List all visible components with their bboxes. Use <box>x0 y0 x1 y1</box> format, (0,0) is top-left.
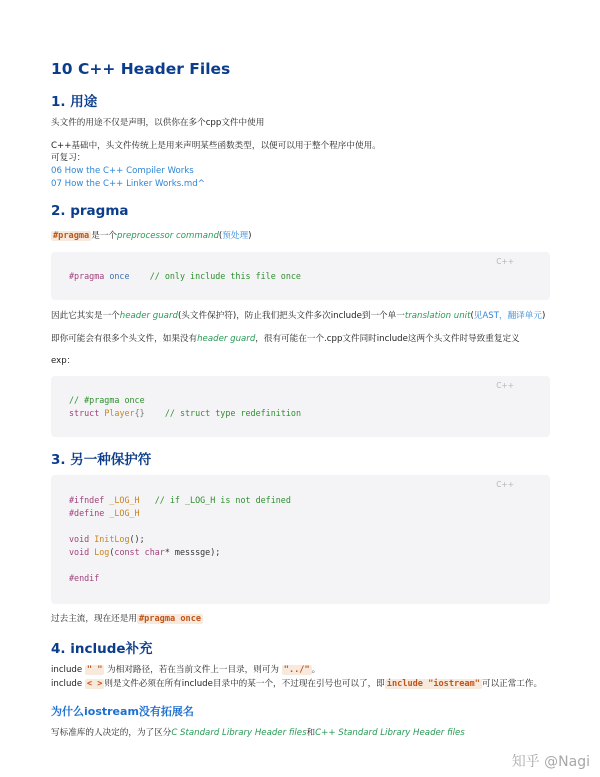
paragraph: 可复习： <box>51 153 86 163</box>
code-token: #define <box>69 508 105 518</box>
code-token: const <box>114 547 140 557</box>
paragraph <box>51 333 520 346</box>
paragraph <box>51 230 251 243</box>
link-compiler-works[interactable]: 06 How the C++ Compiler Works <box>51 166 194 176</box>
code-language-label: C++ <box>496 381 514 390</box>
section-heading-guard: 3. 另一种保护符 <box>51 452 152 468</box>
code-token: (); <box>129 534 145 544</box>
code-token: struct <box>69 408 100 418</box>
code-lines <box>69 394 301 420</box>
code-comment: // if _LOG_H is not defined <box>154 495 291 505</box>
paragraph <box>51 310 545 323</box>
text: ) <box>248 231 252 241</box>
text: 为相对路径，若在当前文件上一目录，则可为 <box>107 665 280 675</box>
code-token: void <box>69 547 90 557</box>
code-token: ( <box>109 547 115 557</box>
inline-code: " " <box>86 665 103 675</box>
inline-code: "../" <box>283 665 310 675</box>
section-heading-include: 4. include补充 <box>51 641 153 657</box>
text: 过去主流，现在还是用 <box>51 614 137 624</box>
text: ) <box>541 311 546 321</box>
text: ( <box>470 311 474 321</box>
italic-term: translation unit <box>404 311 471 321</box>
inline-code: < > <box>86 679 103 689</box>
code-lines <box>69 270 301 283</box>
italic-term: header guard <box>119 311 178 321</box>
text: 写标准库的人决定的，为了区分 <box>51 728 172 738</box>
link-linker-works[interactable]: 07 How the C++ Linker Works.md^ <box>51 179 205 189</box>
text: include <box>51 679 83 689</box>
paragraph: 头文件的用途不仅是声明，以供你在多个cpp文件中使用 <box>51 118 265 128</box>
text: (头文件保护符)，防止我们把头文件多次include到一个单一 <box>177 311 405 321</box>
italic-term: preprocessor command <box>117 231 219 241</box>
italic-term: C++ Standard Library Header files <box>315 728 465 738</box>
text: include <box>51 665 83 675</box>
inline-code: #pragma <box>53 231 90 241</box>
code-language-label: C++ <box>496 257 514 266</box>
code-token: Player <box>104 408 135 418</box>
code-token: * messsge); <box>164 547 221 557</box>
text: 因此它其实是一个 <box>51 311 120 321</box>
page-title: 10 C++ Header Files <box>51 60 231 78</box>
text: 可以正常工作。 <box>481 679 543 689</box>
text: ，很有可能在一个.cpp文件同时include这两个头文件时导致重复定义 <box>255 334 520 344</box>
code-token: void <box>69 534 90 544</box>
code-block <box>51 475 550 604</box>
code-token: once <box>109 271 130 281</box>
paragraph <box>51 678 542 691</box>
inline-code: include "iostream" <box>386 679 480 689</box>
code-token: InitLog <box>94 534 130 544</box>
italic-term: C Standard Library Header files <box>171 728 307 738</box>
paragraph <box>51 613 203 626</box>
code-comment: // only include this file once <box>149 271 301 281</box>
sub-heading: 为什么iostream没有拓展名 <box>51 705 194 718</box>
code-token: char <box>144 547 165 557</box>
code-token: _LOG_H <box>109 508 140 518</box>
code-token: #ifndef <box>69 495 105 505</box>
text: 即你可能会有很多个头文件，如果没有 <box>51 334 198 344</box>
zhihu-watermark: 知乎 @Nagi <box>511 754 590 770</box>
code-language-label: C++ <box>496 480 514 489</box>
inline-code: #pragma once <box>138 614 202 624</box>
text: 是一个 <box>91 231 118 241</box>
code-block <box>51 376 550 437</box>
link-ast[interactable]: 见AST，翻译单元 <box>473 311 542 321</box>
code-comment: // #pragma once <box>69 395 145 405</box>
paragraph: C++基础中，头文件传统上是用来声明某些函数类型，以便可以用于整个程序中使用。 <box>51 141 381 151</box>
code-block <box>51 252 550 300</box>
paragraph: exp： <box>51 356 76 366</box>
italic-term: header guard <box>197 334 256 344</box>
section-heading-usage: 1. 用途 <box>51 94 98 110</box>
text: 则是文件必须在所有include目录中的某一个，不过现在引号也可以了，即 <box>104 679 385 689</box>
link-preprocess[interactable]: 预处理 <box>222 231 249 241</box>
code-token: _LOG_H <box>109 495 140 505</box>
text: ( <box>218 231 223 241</box>
code-comment: // struct type redefinition <box>164 408 301 418</box>
paragraph <box>51 727 465 740</box>
code-lines <box>69 494 291 585</box>
code-token: #pragma <box>69 271 105 281</box>
section-heading-pragma: 2. pragma <box>51 203 129 219</box>
text: 和 <box>306 728 316 738</box>
paragraph <box>51 664 320 677</box>
code-token: Log <box>94 547 110 557</box>
code-token: #endif <box>69 573 100 583</box>
text: 。 <box>311 665 321 675</box>
code-token: {} <box>134 408 145 418</box>
